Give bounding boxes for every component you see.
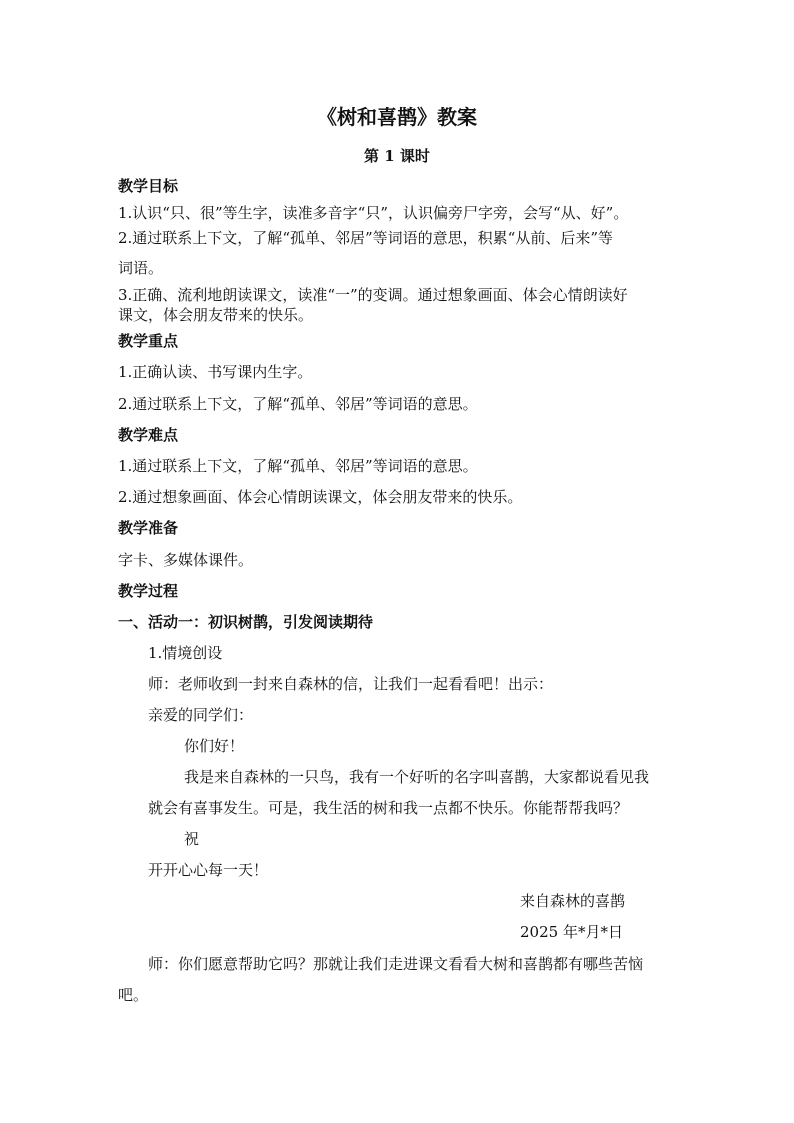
lesson-subtitle: 第 1 课时: [364, 147, 430, 165]
goal-line: 3.正确、流利地朗读课文，读准“一”的变调。通过想象画面、体会心情朗读好: [118, 286, 628, 304]
goal-line: 词语。: [118, 259, 164, 277]
section-heading-prep: 教学准备: [118, 519, 179, 537]
key-line: 2.通过联系上下文，了解“孤单、邻居”等词语的意思。: [118, 395, 478, 413]
document-title: 《树和喜鹊》教案: [317, 105, 477, 129]
letter-body: 我是来自森林的一只鸟，我有一个好听的名字叫喜鹊，大家都说看见我: [184, 768, 650, 786]
difficulty-line: 1.通过联系上下文，了解“孤单、邻居”等词语的意思。: [118, 457, 478, 475]
section-heading-difficulty: 教学难点: [118, 426, 179, 444]
letter-date: 2025 年*月*日: [520, 923, 623, 941]
step-heading: 1.情境创设: [148, 644, 223, 662]
activity-heading: 一、活动一：初识树鹊，引发阅读期待: [118, 613, 374, 631]
difficulty-line: 2.通过想象画面、体会心情朗读课文，体会朋友带来的快乐。: [118, 488, 523, 506]
section-heading-process: 教学过程: [118, 582, 179, 600]
prep-line: 字卡、多媒体课件。: [118, 551, 254, 569]
goal-line: 1.认识“只、很”等生字，读准多音字“只”，认识偏旁尸字旁，会写“从、好”。: [118, 204, 629, 222]
letter-signature: 来自森林的喜鹊: [520, 892, 626, 910]
teacher-line: 师：你们愿意帮助它吗？那就让我们走进课文看看大树和喜鹊都有哪些苦恼: [148, 955, 644, 973]
goal-line: 课文，体会朋友带来的快乐。: [118, 306, 314, 324]
letter-wish-line: 开开心心每一天！: [148, 861, 269, 879]
teacher-line: 师：老师收到一封来自森林的信，让我们一起看看吧！出示：: [148, 675, 554, 693]
letter-hello: 你们好！: [184, 737, 245, 755]
teacher-line: 吧。: [118, 986, 149, 1004]
section-heading-goals: 教学目标: [118, 177, 179, 195]
letter-body: 就会有喜事发生。可是，我生活的树和我一点都不快乐。你能帮帮我吗？: [148, 799, 629, 817]
key-line: 1.正确认读、书写课内生字。: [118, 363, 313, 381]
letter-wish: 祝: [184, 830, 200, 848]
letter-greeting: 亲爱的同学们：: [148, 706, 254, 724]
goal-line: 2.通过联系上下文，了解“孤单、邻居”等词语的意思，积累“从前、后来”等: [118, 229, 613, 247]
section-heading-key: 教学重点: [118, 332, 179, 350]
